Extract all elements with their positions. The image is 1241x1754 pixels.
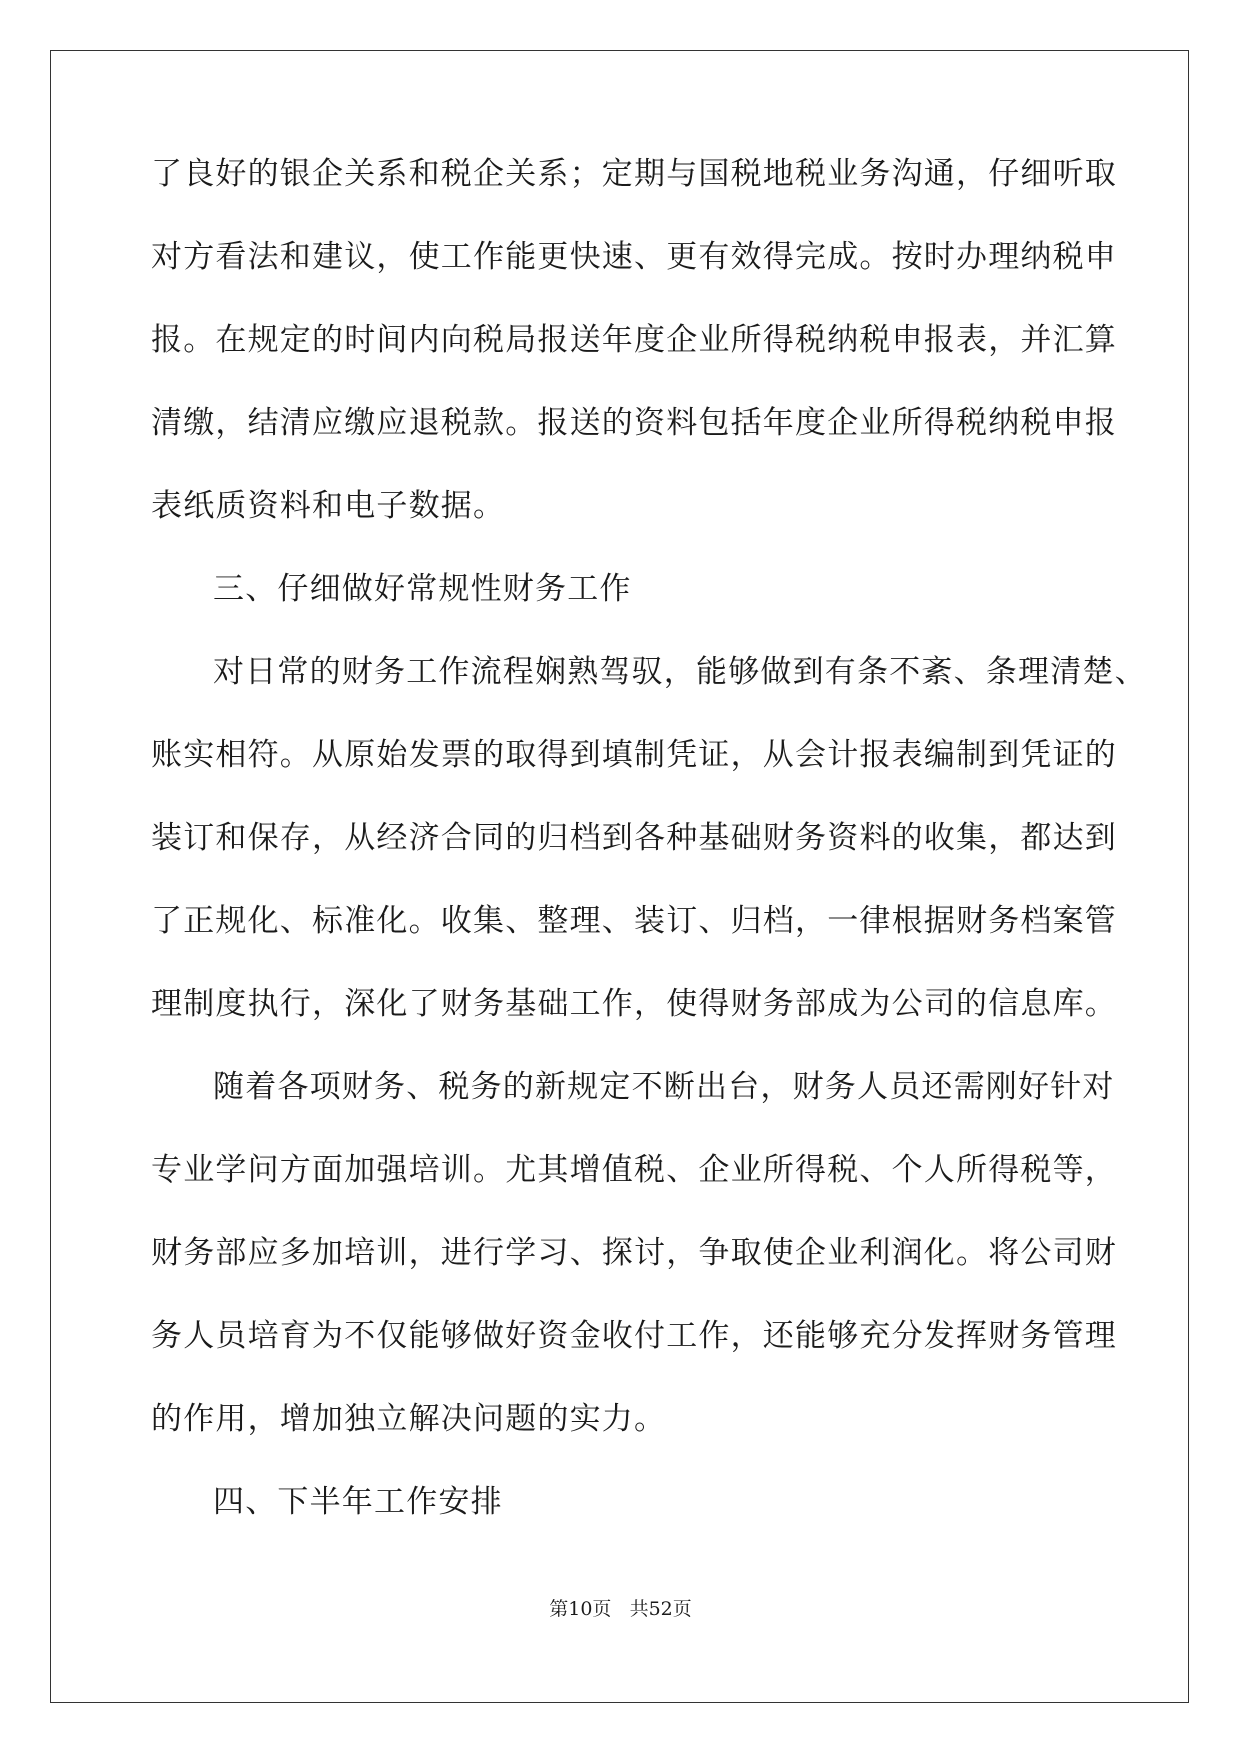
text-line: 账实相符。从原始发票的取得到填制凭证，从会计报表编制到凭证的 [151, 737, 1117, 773]
text-line: 专业学问方面加强培训。尤其增值税、企业所得税、个人所得税等， [151, 1152, 1117, 1188]
text-line: 随着各项财务、税务的新规定不断出台，财务人员还需刚好针对 [213, 1069, 1115, 1105]
page-footer [0, 1597, 1241, 1621]
text-line: 财务部应多加培训，进行学习、探讨，争取使企业利润化。将公司财 [151, 1235, 1117, 1271]
text-line: 务人员培育为不仅能够做好资金收付工作，还能够充分发挥财务管理 [151, 1318, 1117, 1354]
text-line: 装订和保存，从经济合同的归档到各种基础财务资料的收集，都达到 [151, 820, 1117, 856]
text-line: 对方看法和建议，使工作能更快速、更有效得完成。按时办理纳税申 [151, 239, 1117, 275]
text-line: 了良好的银企关系和税企关系；定期与国税地税业务沟通，仔细听取 [151, 156, 1117, 192]
section-heading: 四、下半年工作安排 [213, 1484, 503, 1520]
text-line: 的作用，增加独立解决问题的实力。 [151, 1401, 667, 1437]
text-line: 对日常的财务工作流程娴熟驾驭，能够做到有条不紊、条理清楚、 [213, 654, 1147, 690]
page-total: 共52页 [629, 1598, 692, 1620]
text-line: 清缴，结清应缴应退税款。报送的资料包括年度企业所得税纳税申报 [151, 405, 1117, 441]
document-body [151, 156, 1147, 1569]
section-heading: 三、仔细做好常规性财务工作 [213, 571, 632, 607]
text-line: 表纸质资料和电子数据。 [151, 488, 506, 524]
page-number: 第10页 [549, 1598, 612, 1620]
text-line: 了正规化、标准化。收集、整理、装订、归档，一律根据财务档案管 [151, 903, 1117, 939]
text-line: 理制度执行，深化了财务基础工作，使得财务部成为公司的信息库。 [151, 986, 1117, 1022]
text-line: 报。在规定的时间内向税局报送年度企业所得税纳税申报表，并汇算 [151, 322, 1117, 358]
